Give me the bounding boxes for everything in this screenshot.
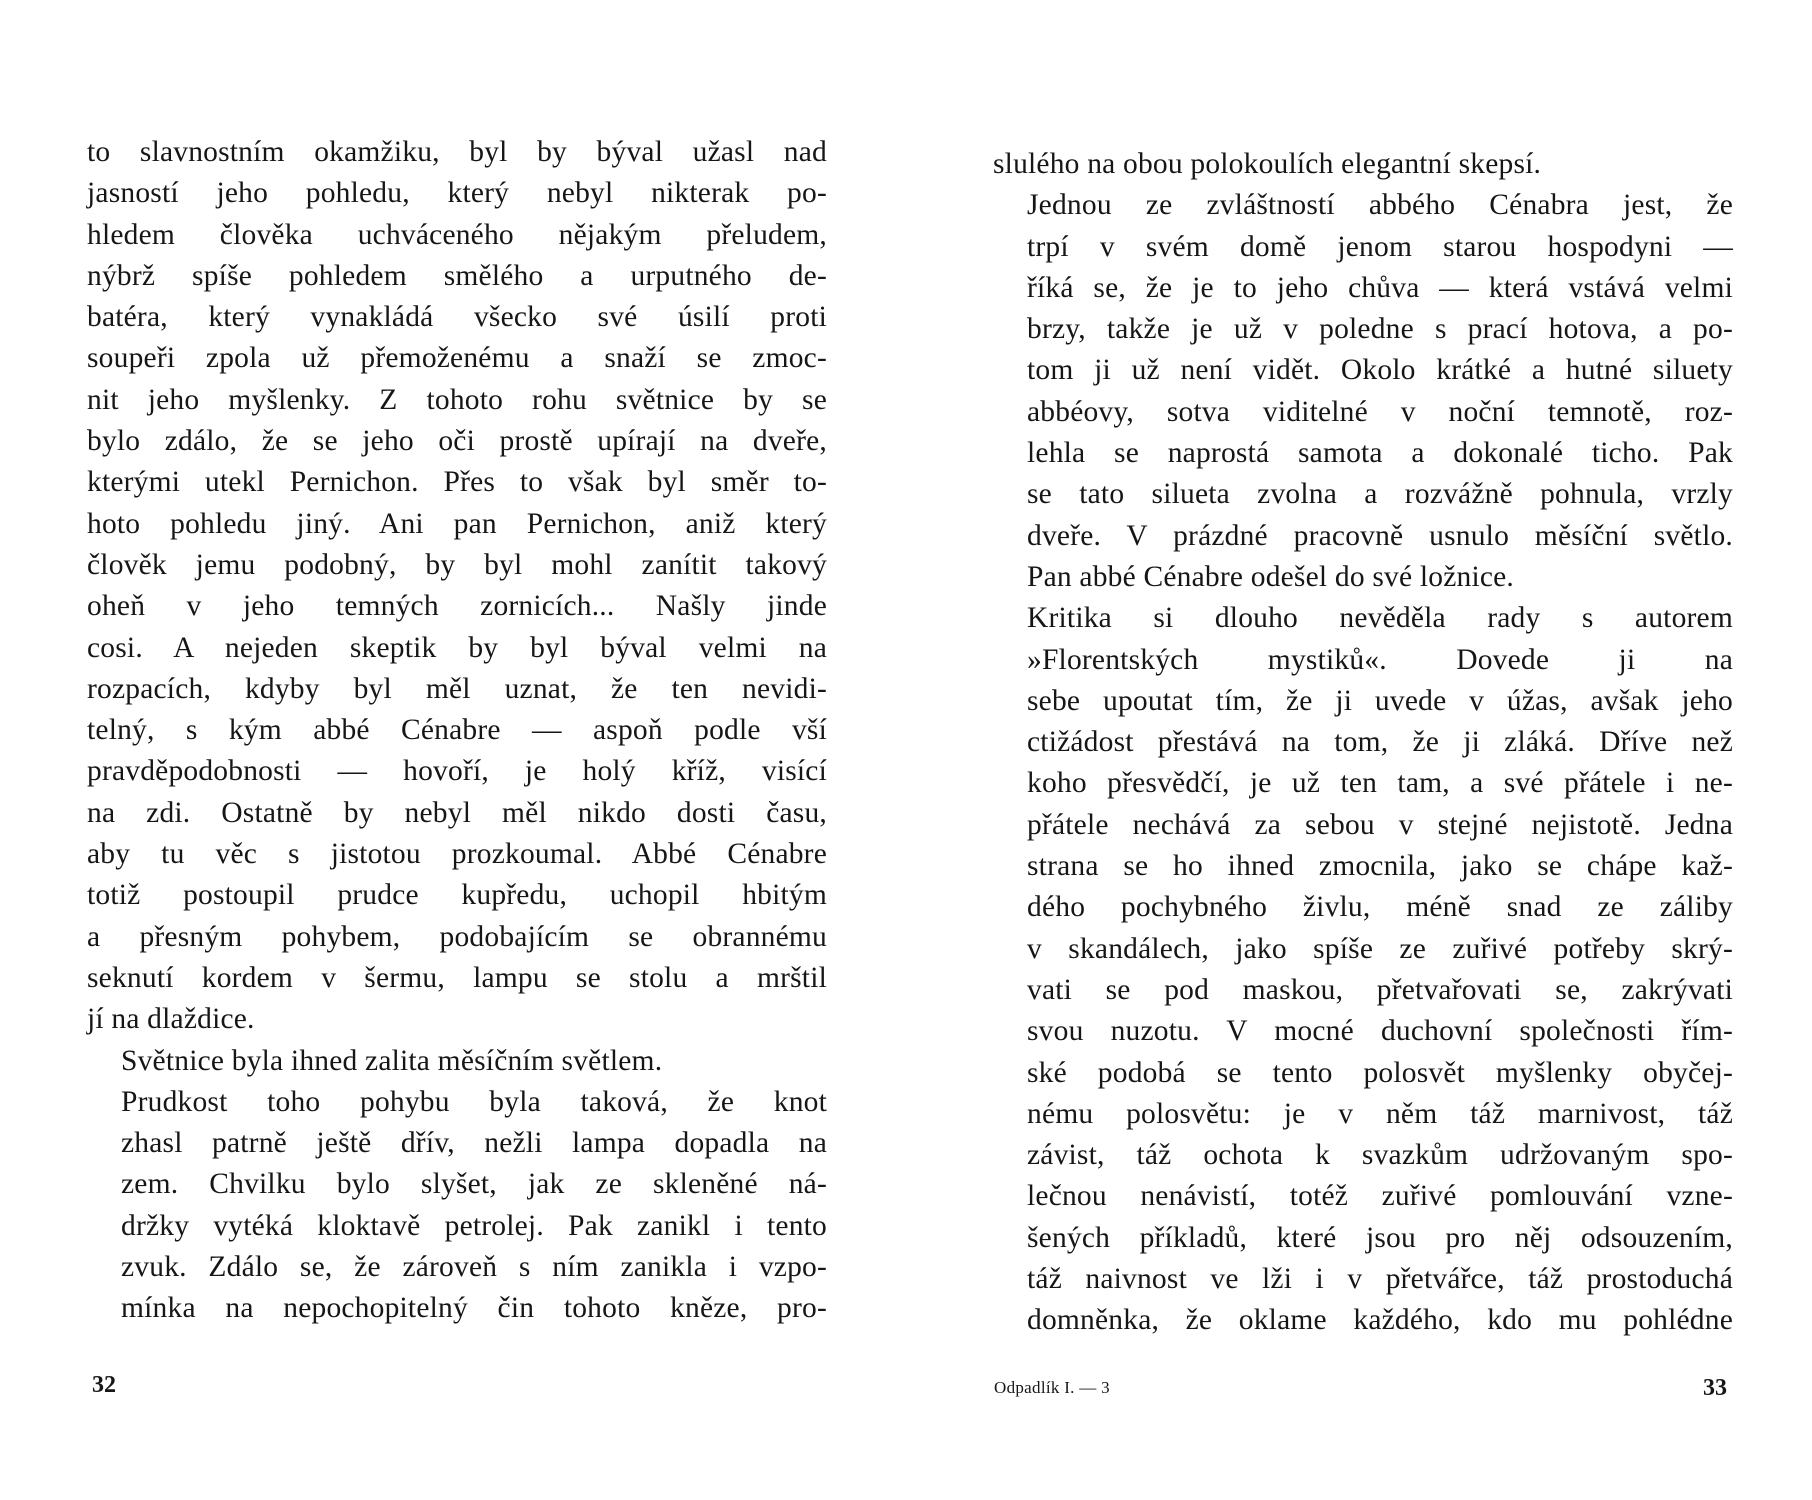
text-line: nýbrž spíše pohledem smělého a urputného de-	[87, 259, 827, 292]
text-line: táž naivnost ve lži i v přetvářce, táž prostoduchá	[1027, 1263, 1733, 1296]
text-line: hoto pohledu jiný. Ani pan Pernichon, aniž který	[87, 507, 827, 540]
text-line: lehla se naprostá samota a dokonalé ticho. Pak	[1027, 437, 1733, 470]
left-paragraph-3	[87, 1082, 827, 1330]
text-line: slulého na obou polokoulích elegantní skepsí.	[993, 148, 1542, 180]
text-line: Pan abbé Cénabre odešel do své ložnice.	[1027, 560, 1515, 593]
text-line: domněnka, že oklame každého, kdo mu pohlédne	[1027, 1304, 1733, 1337]
right-paragraph-1	[993, 144, 1733, 185]
text-line: trpí v svém domě jenom starou hospodyni —	[1027, 230, 1733, 263]
text-line: koho přesvědčí, je už ten tam, a své přátele i ne-	[1027, 767, 1733, 800]
text-line: sebe upoutat tím, že ji uvede v úžas, avšak jeho	[1027, 684, 1733, 717]
text-line: Prudkost toho pohybu byla taková, že knot	[121, 1085, 827, 1118]
text-line: svou nuzotu. V mocné duchovní společnosti řím-	[1027, 1015, 1733, 1048]
left-page-text	[87, 132, 827, 1330]
text-line: pravděpodobnosti — hovoří, je holý kříž, visící	[87, 755, 827, 788]
text-line: »Florentských mystiků«. Dovede ji na	[1027, 643, 1733, 676]
text-line: bylo zdálo, že se jeho oči prostě upírají na dveře,	[87, 425, 827, 458]
text-line: říká se, že je to jeho chůva — která vstává velmi	[1027, 271, 1733, 304]
text-line: ctižádost přestává na tom, že ji zláká. Dříve než	[1027, 726, 1733, 759]
text-line: rozpacích, kdyby byl měl uznat, že ten nevidi-	[87, 672, 827, 705]
text-line: se tato silueta zvolna a rozvážně pohnula, vrzly	[1027, 478, 1733, 511]
text-line: a přesným pohybem, podobajícím se obrannému	[87, 920, 827, 953]
text-line: ské podobá se tento polosvět myšlenky obyčej-	[1027, 1056, 1733, 1089]
text-line: zhasl patrně ještě dřív, nežli lampa dopadla na	[121, 1127, 827, 1160]
text-line: strana se ho ihned zmocnila, jako se chápe kaž-	[1027, 850, 1733, 883]
text-line: lečnou nenávistí, totéž zuřivé pomlouvání vzne-	[1027, 1180, 1733, 1213]
right-page-text	[993, 144, 1733, 1342]
text-line: batéra, který vynakládá všecko své úsilí proti	[87, 301, 827, 334]
left-paragraph-1	[87, 132, 827, 1041]
text-line: jí na dlaždice.	[87, 1003, 255, 1036]
text-line: oheň v jeho temných zornicích... Našly jinde	[87, 590, 827, 623]
text-line: člověk jemu podobný, by byl mohl zanítit takový	[87, 548, 827, 581]
left-paragraph-2	[87, 1041, 827, 1082]
text-line: mínka na nepochopitelný čin tohoto kněze, pro-	[121, 1292, 827, 1325]
text-line: Kritika si dlouho nevěděla rady s autorem	[1027, 602, 1733, 635]
text-line: přátele nechává za sebou v stejné nejistotě. Jedna	[1027, 808, 1733, 841]
text-line: dého pochybného živlu, méně snad ze záliby	[1027, 891, 1733, 924]
text-line: vati se pod maskou, přetvařovati se, zakrývati	[1027, 973, 1733, 1006]
left-page-number: 32	[92, 1372, 116, 1398]
text-line: nit jeho myšlenky. Z tohoto rohu světnice by se	[87, 383, 827, 416]
text-line: seknutí kordem v šermu, lampu se stolu a mrštil	[87, 961, 827, 994]
text-line: zem. Chvilku bylo slyšet, jak ze skleněné ná-	[121, 1168, 827, 1201]
text-line: brzy, takže je už v poledne s prací hotova, a po-	[1027, 313, 1733, 346]
text-line: dveře. V prázdné pracovně usnulo měsíční světlo.	[1027, 519, 1733, 552]
text-line: abbéovy, sotva viditelné v noční temnotě, roz-	[1027, 395, 1733, 428]
text-line: na zdi. Ostatně by nebyl měl nikdo dosti času,	[87, 796, 827, 829]
text-line: držky vytéká kloktavě petrolej. Pak zanikl i tento	[121, 1209, 827, 1242]
text-line: telný, s kým abbé Cénabre — aspoň podle vší	[87, 714, 827, 747]
text-line: to slavnostním okamžiku, byl by býval užasl nad	[87, 136, 827, 168]
text-line: totiž postoupil prudce kupředu, uchopil hbitým	[87, 879, 827, 912]
text-line: hledem člověka uchváceného nějakým přeludem,	[87, 218, 827, 251]
text-line: Jednou ze zvláštností abbého Cénabra jest, že	[1027, 189, 1733, 222]
right-paragraph-2	[993, 185, 1733, 598]
signature-mark: Odpadlík I. — 3	[994, 1378, 1110, 1397]
text-line: závist, táž ochota k svazkům udržovaným spo-	[1027, 1139, 1733, 1172]
text-line: kterými utekl Pernichon. Přes to však byl směr to-	[87, 466, 827, 499]
text-line: tom ji už není vidět. Okolo krátké a hutné siluety	[1027, 354, 1733, 387]
right-page-number: 33	[1703, 1375, 1727, 1401]
right-paragraph-3	[993, 598, 1733, 1341]
text-line: cosi. A nejeden skeptik by byl býval velmi na	[87, 631, 827, 664]
text-line: aby tu věc s jistotou prozkoumal. Abbé Cénabre	[87, 838, 827, 871]
text-line: nému polosvětu: je v něm táž marnivost, táž	[1027, 1097, 1733, 1130]
text-line: jasností jeho pohledu, který nebyl nikterak po-	[87, 177, 827, 210]
text-line: Světnice byla ihned zalita měsíčním světlem.	[121, 1044, 663, 1077]
text-line: v skandálech, jako spíše ze zuřivé potřeby skrý-	[1027, 932, 1733, 965]
text-line: šených příkladů, které jsou pro něj odsouzením,	[1027, 1221, 1733, 1254]
text-line: zvuk. Zdálo se, že zároveň s ním zanikla i vzpo-	[121, 1251, 827, 1284]
text-line: soupeři zpola už přemoženému a snaží se zmoc-	[87, 342, 827, 375]
